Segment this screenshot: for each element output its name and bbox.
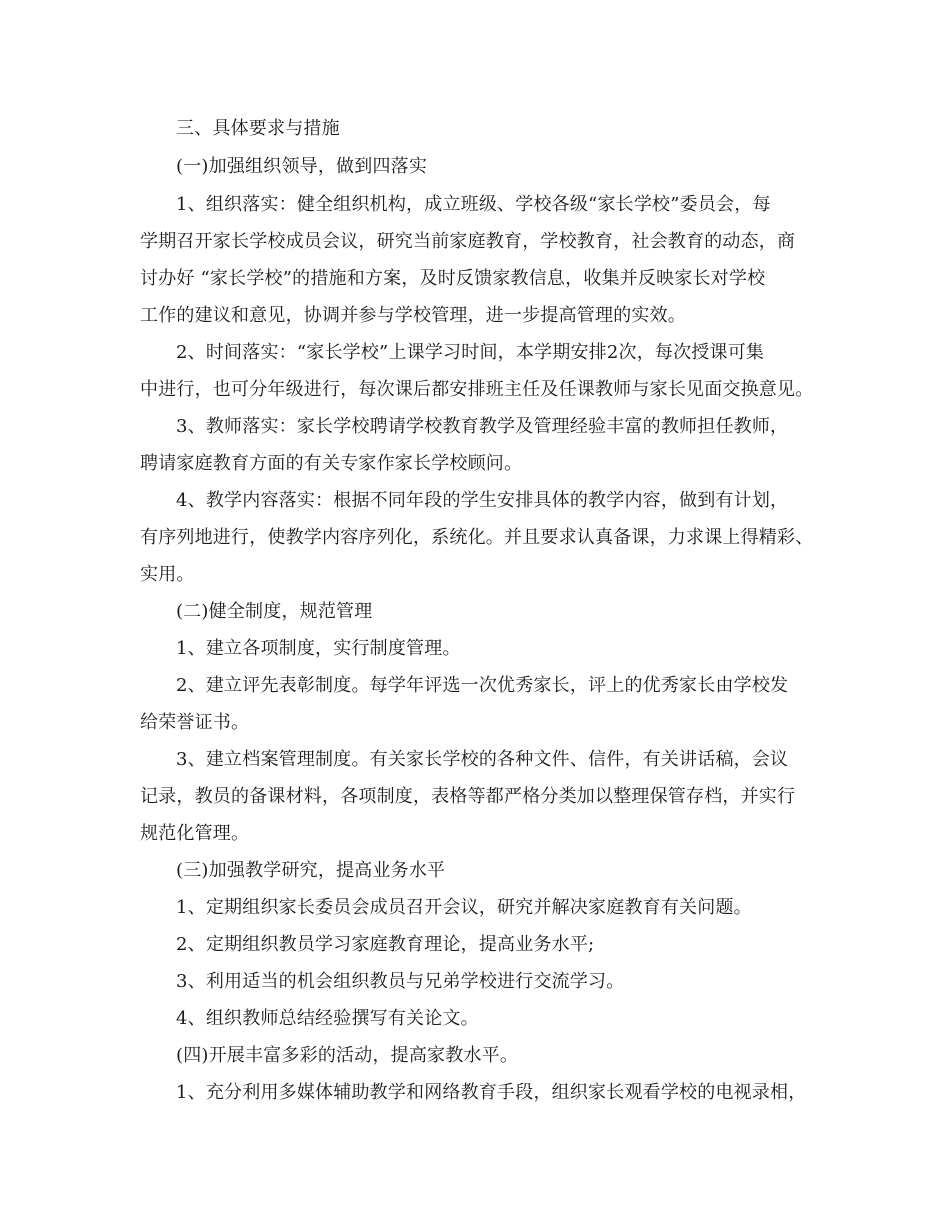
paragraph-line: 聘请家庭教育方面的有关专家作家长学校顾问。 bbox=[140, 453, 523, 474]
paragraph-line: 2、建立评先表彰制度。每学年评选一次优秀家长，评上的优秀家长由学校发 bbox=[176, 675, 789, 696]
paragraph-line: 4、教学内容落实：根据不同年段的学生安排具体的教学内容，做到有计划， bbox=[176, 490, 789, 511]
paragraph-line: 1、充分利用多媒体辅助教学和网络教育手段，组织家长观看学校的电视录相， bbox=[176, 1082, 807, 1103]
paragraph-line: 2、时间落实：“家长学校”上课学习时间，本学期安排2次，每次授课可集 bbox=[176, 342, 765, 363]
subsection-heading: (二)健全制度，规范管理 bbox=[176, 601, 373, 622]
paragraph-line: 记录，教员的备课材料，各项制度，表格等都严格分类加以整理保管存档，并实行 bbox=[140, 786, 796, 807]
section-heading: 三、具体要求与措施 bbox=[176, 118, 340, 139]
paragraph-line: 给荣誉证书。 bbox=[140, 712, 250, 733]
paragraph-line: 有序列地进行，使教学内容序列化，系统化。并且要求认真备课，力求课上得精彩、 bbox=[140, 527, 814, 548]
paragraph-line: 4、组织教师总结经验撰写有关论文。 bbox=[176, 1008, 479, 1029]
paragraph-line: 学期召开家长学校成员会议，研究当前家庭教育，学校教育，社会教育的动态，商 bbox=[140, 231, 796, 252]
subsection-heading: (一)加强组织领导，做到四落实 bbox=[176, 156, 428, 177]
subsection-heading: (三)加强教学研究，提高业务水平 bbox=[176, 860, 446, 881]
paragraph-line: 中进行，也可分年级进行，每次课后都安排班主任及任课教师与家长见面交换意见。 bbox=[140, 379, 814, 400]
paragraph-line: 2、定期组织教员学习家庭教育理论，提高业务水平; bbox=[176, 934, 595, 955]
paragraph-line: 3、教师落实：家长学校聘请学校教育教学及管理经验丰富的教师担任教师， bbox=[176, 416, 789, 437]
paragraph-line: 3、建立档案管理制度。有关家长学校的各种文件、信件，有关讲话稿，会议 bbox=[176, 749, 789, 770]
subsection-heading: (四)开展丰富多彩的活动，提高家教水平。 bbox=[176, 1045, 519, 1066]
paragraph-line: 实用。 bbox=[140, 564, 195, 585]
paragraph-line: 讨办好 “家长学校”的措施和方案，及时反馈家教信息，收集并反映家长对学校 bbox=[140, 268, 766, 289]
paragraph-line: 1、建立各项制度，实行制度管理。 bbox=[176, 638, 461, 659]
paragraph-line: 3、利用适当的机会组织教员与兄弟学校进行交流学习。 bbox=[176, 971, 625, 992]
paragraph-line: 1、组织落实：健全组织机构，成立班级、学校各级“家长学校”委员会，每 bbox=[176, 194, 771, 215]
paragraph-line: 规范化管理。 bbox=[140, 823, 250, 844]
paragraph-line: 工作的建议和意见，协调并参与学校管理，进一步提高管理的实效。 bbox=[140, 305, 686, 326]
paragraph-line: 1、定期组织家长委员会成员召开会议，研究并解决家庭教育有关问题。 bbox=[176, 897, 752, 918]
